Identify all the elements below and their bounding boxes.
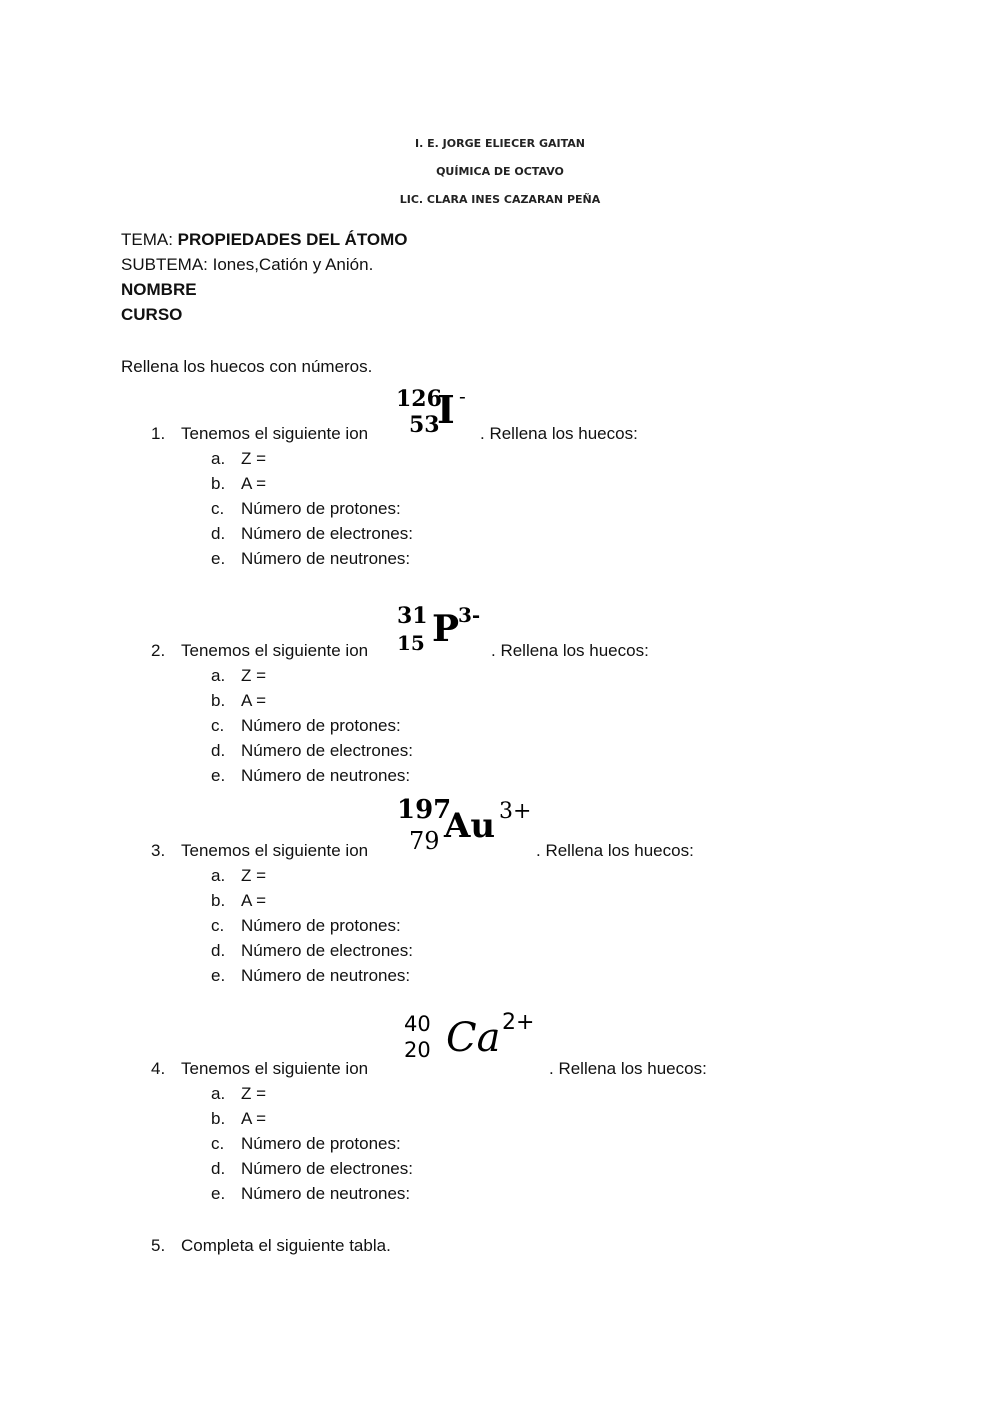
item-text: Número de neutrones: [241, 766, 411, 785]
list-item [211, 941, 413, 961]
item-letter: e. [211, 549, 226, 568]
question-text: Tenemos el siguiente ion [181, 424, 369, 443]
item-text: A = [241, 474, 267, 493]
item-letter: c. [211, 716, 225, 735]
subject-name: QUÍMICA DE OCTAVO [436, 165, 564, 178]
list-item [211, 866, 266, 886]
item-text: Número de neutrones: [241, 966, 411, 985]
item-text: Z = [241, 866, 267, 885]
instruction: Rellena los huecos con números. [121, 357, 373, 376]
question-1 [151, 424, 368, 444]
question-number: 3. [151, 841, 166, 860]
mass-number: 126 [396, 386, 442, 412]
atomic-number: 20 [404, 1038, 431, 1062]
list-item [211, 916, 401, 936]
ion-charge: - [459, 384, 466, 408]
atomic-number: 53 [409, 412, 440, 438]
atomic-number: 79 [409, 827, 440, 855]
item-text: Z = [241, 666, 267, 685]
ion-charge: 3- [458, 603, 481, 627]
question-text: Tenemos el siguiente ion [181, 841, 369, 860]
ion-calcium-notation [404, 1012, 549, 1067]
item-letter: b. [211, 691, 226, 710]
question-3-tail: . Rellena los huecos: [536, 841, 694, 860]
item-letter: a. [211, 449, 226, 468]
question-5 [151, 1236, 391, 1256]
item-text: Número de electrones: [241, 741, 413, 760]
list-item [211, 766, 410, 786]
element-symbol: Ca [446, 1015, 501, 1061]
list-item [211, 666, 266, 686]
item-text: Número de electrones: [241, 941, 413, 960]
item-text: Número de protones: [241, 916, 401, 935]
mass-number: 40 [404, 1012, 431, 1036]
item-letter: b. [211, 474, 226, 493]
item-text: Número de electrones: [241, 524, 413, 543]
nombre-label: NOMBRE [121, 280, 197, 299]
question-text: Completa el siguiente tabla. [181, 1236, 391, 1255]
item-text: Número de protones: [241, 499, 401, 518]
list-item [211, 741, 413, 761]
list-item [211, 549, 410, 569]
question-2 [151, 641, 368, 661]
ion-charge: 3+ [499, 799, 532, 824]
question-number: 4. [151, 1059, 166, 1078]
item-letter: c. [211, 499, 225, 518]
question-4-tail: . Rellena los huecos: [549, 1059, 707, 1078]
list-item [211, 449, 266, 469]
item-text: Número de electrones: [241, 1159, 413, 1178]
item-text: Número de neutrones: [241, 1184, 411, 1203]
item-text: A = [241, 691, 267, 710]
question-text: Tenemos el siguiente ion [181, 1059, 369, 1078]
question-number: 1. [151, 424, 166, 443]
item-letter: a. [211, 666, 226, 685]
teacher-name: LIC. CLARA INES CAZARAN PEÑA [399, 193, 601, 206]
element-symbol: Au [444, 806, 496, 846]
list-item [211, 474, 266, 494]
item-letter: e. [211, 766, 226, 785]
mass-number: 197 [397, 795, 452, 825]
list-item [211, 499, 401, 519]
item-letter: c. [211, 1134, 225, 1153]
list-item [211, 1084, 266, 1104]
atomic-number: 15 [397, 631, 425, 655]
item-text: A = [241, 1109, 267, 1128]
element-symbol: I [437, 387, 455, 432]
list-item [211, 1134, 401, 1154]
item-letter: a. [211, 866, 226, 885]
item-text: Número de neutrones: [241, 549, 411, 568]
ion-iodide-notation [395, 386, 475, 438]
tema-line [121, 230, 408, 250]
tema-value: PROPIEDADES DEL ÁTOMO [177, 230, 408, 249]
curso-label: CURSO [121, 305, 183, 324]
question-number: 2. [151, 641, 166, 660]
question-4 [151, 1059, 368, 1079]
item-letter: d. [211, 524, 226, 543]
school-name: I. E. JORGE ELIECER GAITAN [415, 137, 585, 150]
item-text: Número de protones: [241, 1134, 401, 1153]
list-item [211, 524, 413, 544]
question-2-tail: . Rellena los huecos: [491, 641, 649, 660]
item-letter: e. [211, 1184, 226, 1203]
ion-charge: 2+ [502, 1010, 535, 1035]
item-letter: b. [211, 1109, 226, 1128]
question-3 [151, 841, 368, 861]
list-item [211, 891, 266, 911]
question-number: 5. [151, 1236, 166, 1255]
item-letter: d. [211, 1159, 226, 1178]
item-letter: e. [211, 966, 226, 985]
item-letter: c. [211, 916, 225, 935]
item-text: Número de protones: [241, 716, 401, 735]
subtema-line: SUBTEMA: Iones,Catión y Anión. [121, 255, 374, 274]
item-text: Z = [241, 1084, 267, 1103]
item-text: A = [241, 891, 267, 910]
list-item [211, 691, 266, 711]
tema-label: TEMA: [121, 230, 178, 249]
ion-gold-notation [396, 797, 536, 857]
question-1-tail: . Rellena los huecos: [480, 424, 638, 443]
list-item [211, 1184, 410, 1204]
list-item [211, 966, 410, 986]
list-item [211, 1159, 413, 1179]
ion-phosphide-notation [396, 603, 491, 658]
item-letter: b. [211, 891, 226, 910]
list-item [211, 1109, 266, 1129]
item-letter: d. [211, 741, 226, 760]
question-text: Tenemos el siguiente ion [181, 641, 369, 660]
mass-number: 31 [397, 603, 428, 629]
item-letter: a. [211, 1084, 226, 1103]
element-symbol: P [432, 608, 460, 650]
item-text: Z = [241, 449, 267, 468]
list-item [211, 716, 401, 736]
item-letter: d. [211, 941, 226, 960]
